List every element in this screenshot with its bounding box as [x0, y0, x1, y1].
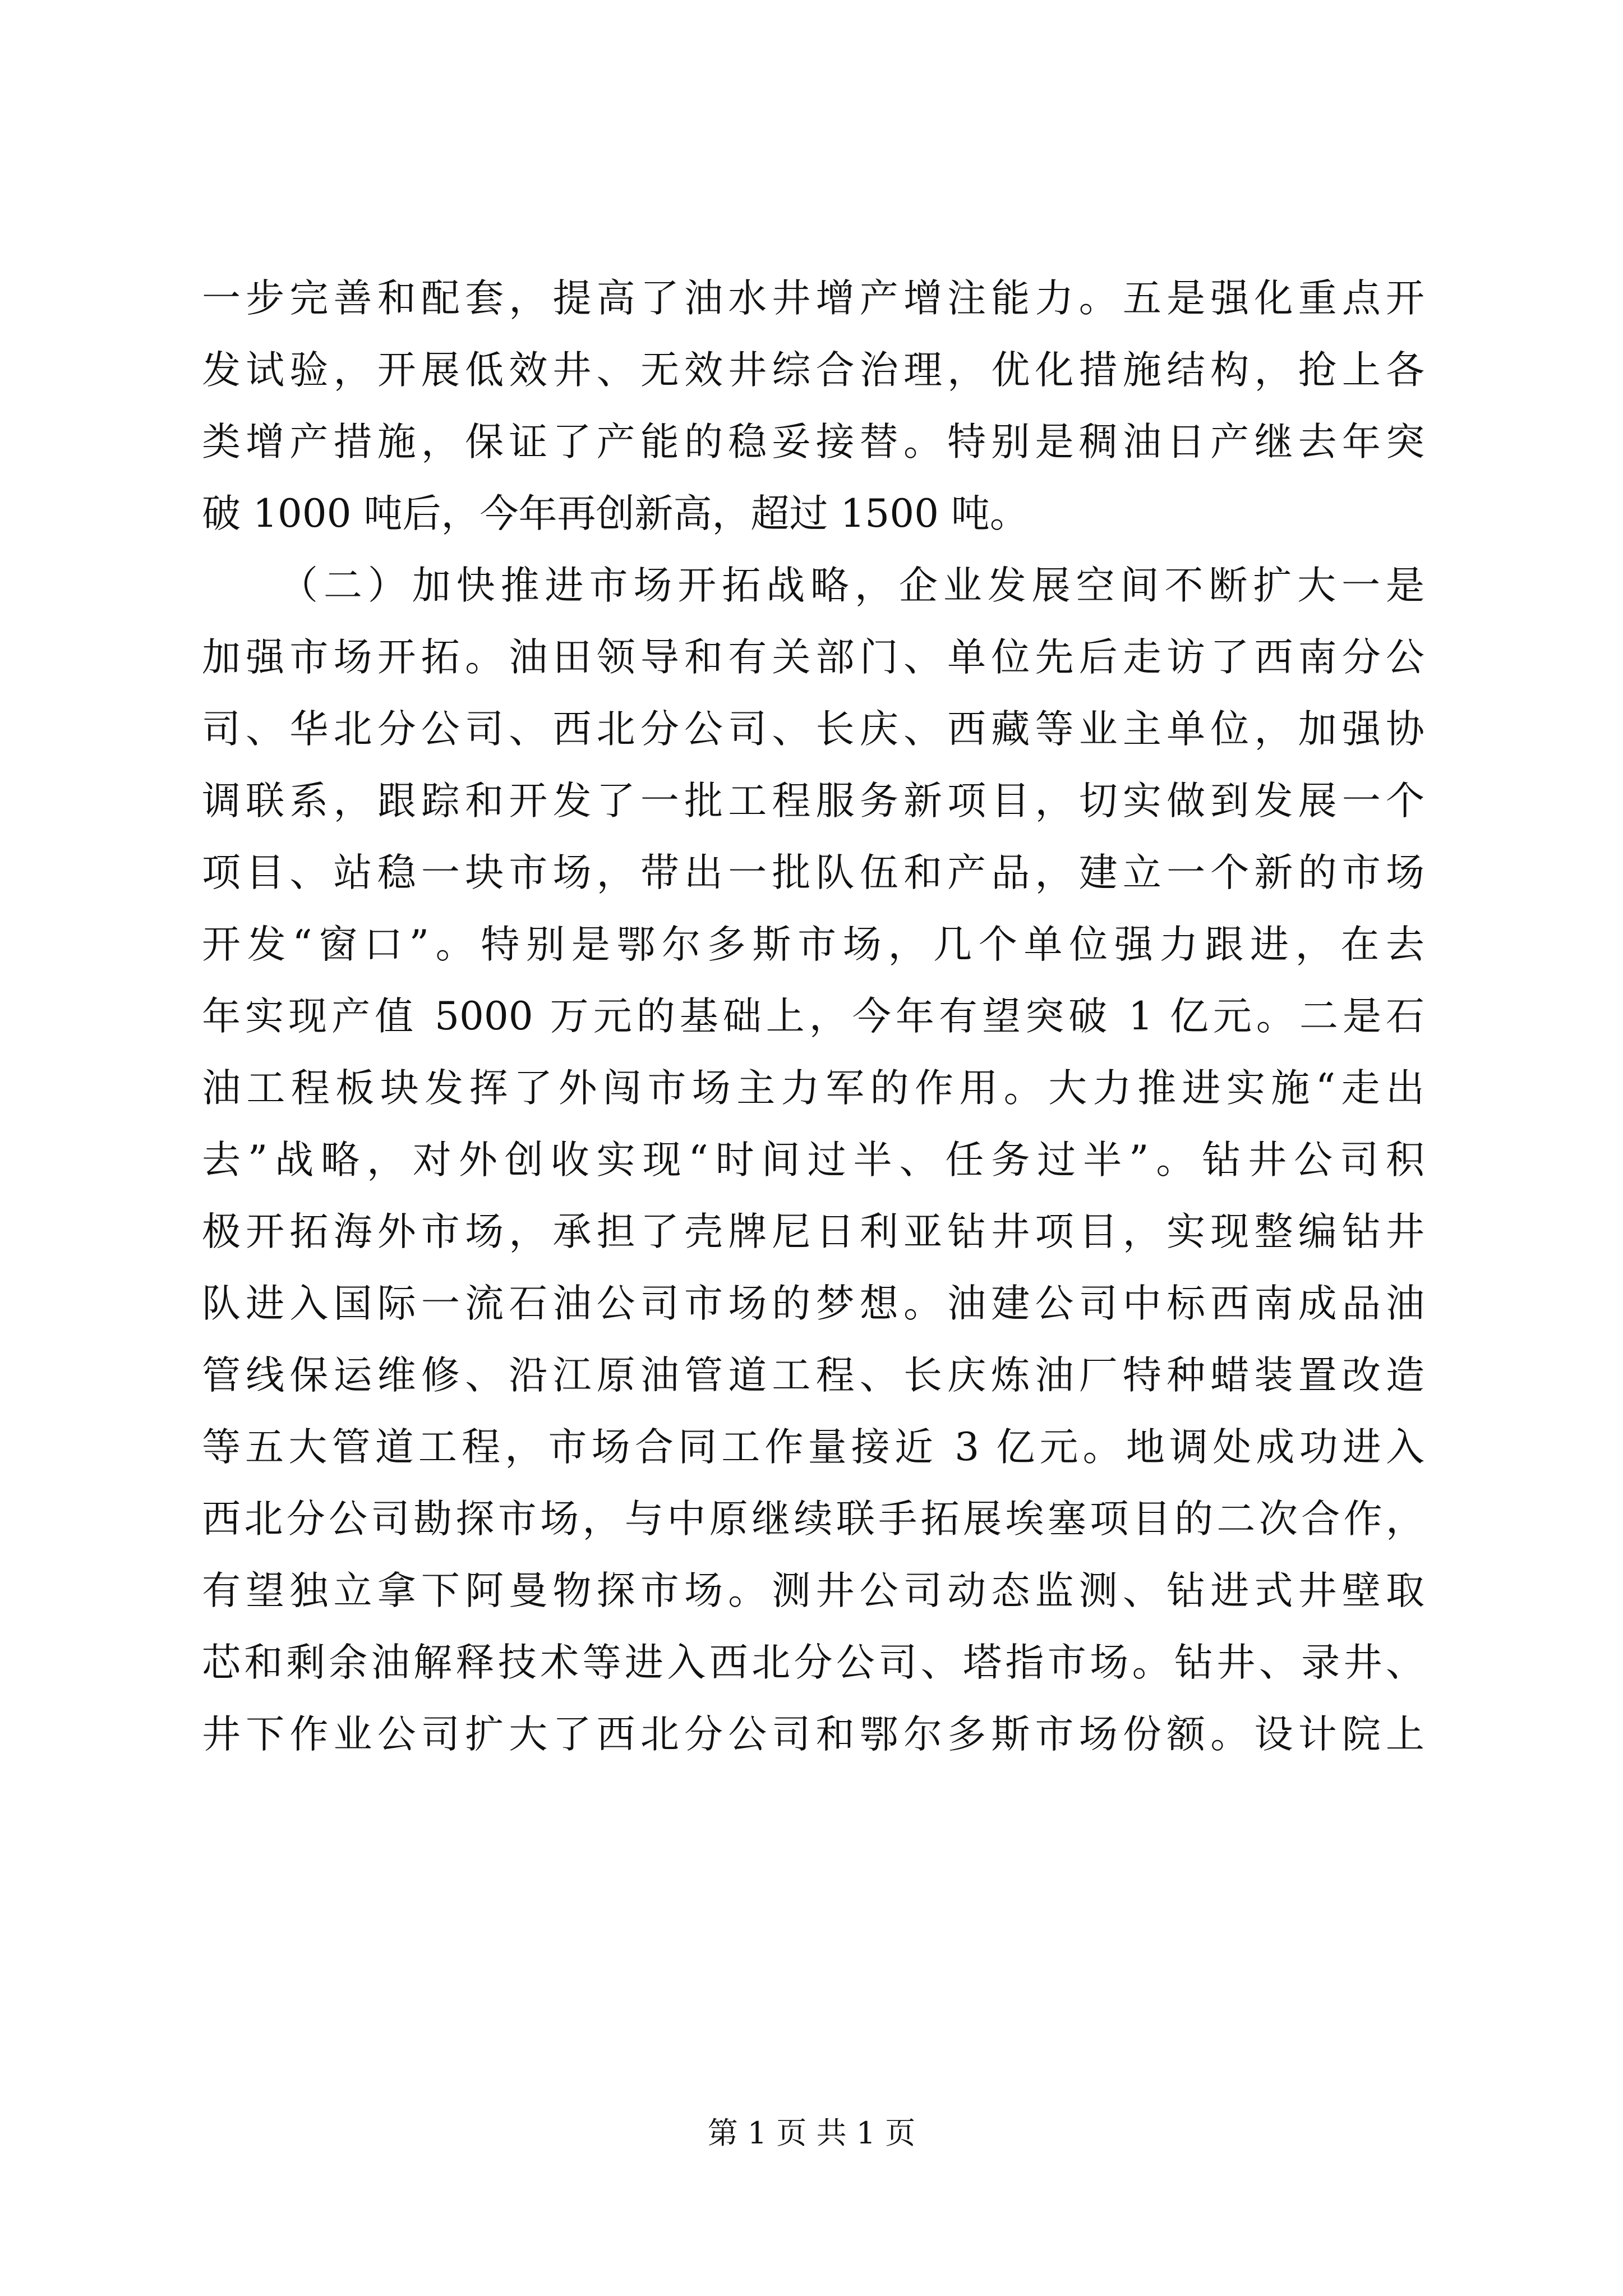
text-line: 芯和剩余油解释技术等进入西北分公司、塔指市场。钻井、录井、	[202, 1640, 1424, 1685]
text-line: 司、华北分公司、西北分公司、长庆、西藏等业主单位，加强协	[202, 707, 1424, 752]
text-line: 油工程板块发挥了外闯市场主力军的作用。大力推进实施“走出	[202, 1066, 1424, 1111]
text-line: 一步完善和配套，提高了油水井增产增注能力。五是强化重点开	[202, 276, 1424, 321]
text-line: 加强市场开拓。油田领导和有关部门、单位先后走访了西南分公	[202, 635, 1424, 680]
text-line: 破 1000 吨后，今年再创新高，超过 1500 吨。	[202, 491, 1029, 536]
text-line: 年实现产值 5000 万元的基础上，今年有望突破 1 亿元。二是石	[202, 994, 1424, 1039]
text-line: 管线保运维修、沿江原油管道工程、长庆炼油厂特种蜡装置改造	[202, 1353, 1424, 1398]
text-line: 有望独立拿下阿曼物探市场。测井公司动态监测、钻进式井壁取	[202, 1568, 1424, 1613]
text-line: 类增产措施，保证了产能的稳妥接替。特别是稠油日产继去年突	[202, 420, 1424, 464]
text-line: 西北分公司勘探市场，与中原继续联手拓展埃塞项目的二次合作，	[202, 1497, 1424, 1542]
section-heading-line: （二）加快推进市场开拓战略，企业发展空间不断扩大一是	[279, 563, 1424, 608]
text-line: 队进入国际一流石油公司市场的梦想。油建公司中标西南成品油	[202, 1281, 1424, 1326]
page-footer	[0, 2114, 1623, 2153]
text-line: 发试验，开展低效井、无效井综合治理，优化措施结构，抢上各	[202, 348, 1424, 393]
text-line: 项目、站稳一块市场，带出一批队伍和产品，建立一个新的市场	[202, 850, 1424, 895]
page-number-label: 第 1 页 共 1 页	[707, 2115, 916, 2151]
text-line: 开发“窗口”。特别是鄂尔多斯市场，几个单位强力跟进，在去	[202, 922, 1424, 967]
text-line: 等五大管道工程，市场合同工作量接近 3 亿元。地调处成功进入	[202, 1425, 1424, 1470]
text-line: 极开拓海外市场，承担了壳牌尼日利亚钻井项目，实现整编钻井	[202, 1209, 1424, 1254]
text-line: 去”战略，对外创收实现“时间过半、任务过半”。钻井公司积	[202, 1138, 1424, 1182]
body-text	[202, 263, 1424, 1770]
text-line: 井下作业公司扩大了西北分公司和鄂尔多斯市场份额。设计院上	[202, 1712, 1424, 1757]
text-line: 调联系，跟踪和开发了一批工程服务新项目，切实做到发展一个	[202, 779, 1424, 823]
